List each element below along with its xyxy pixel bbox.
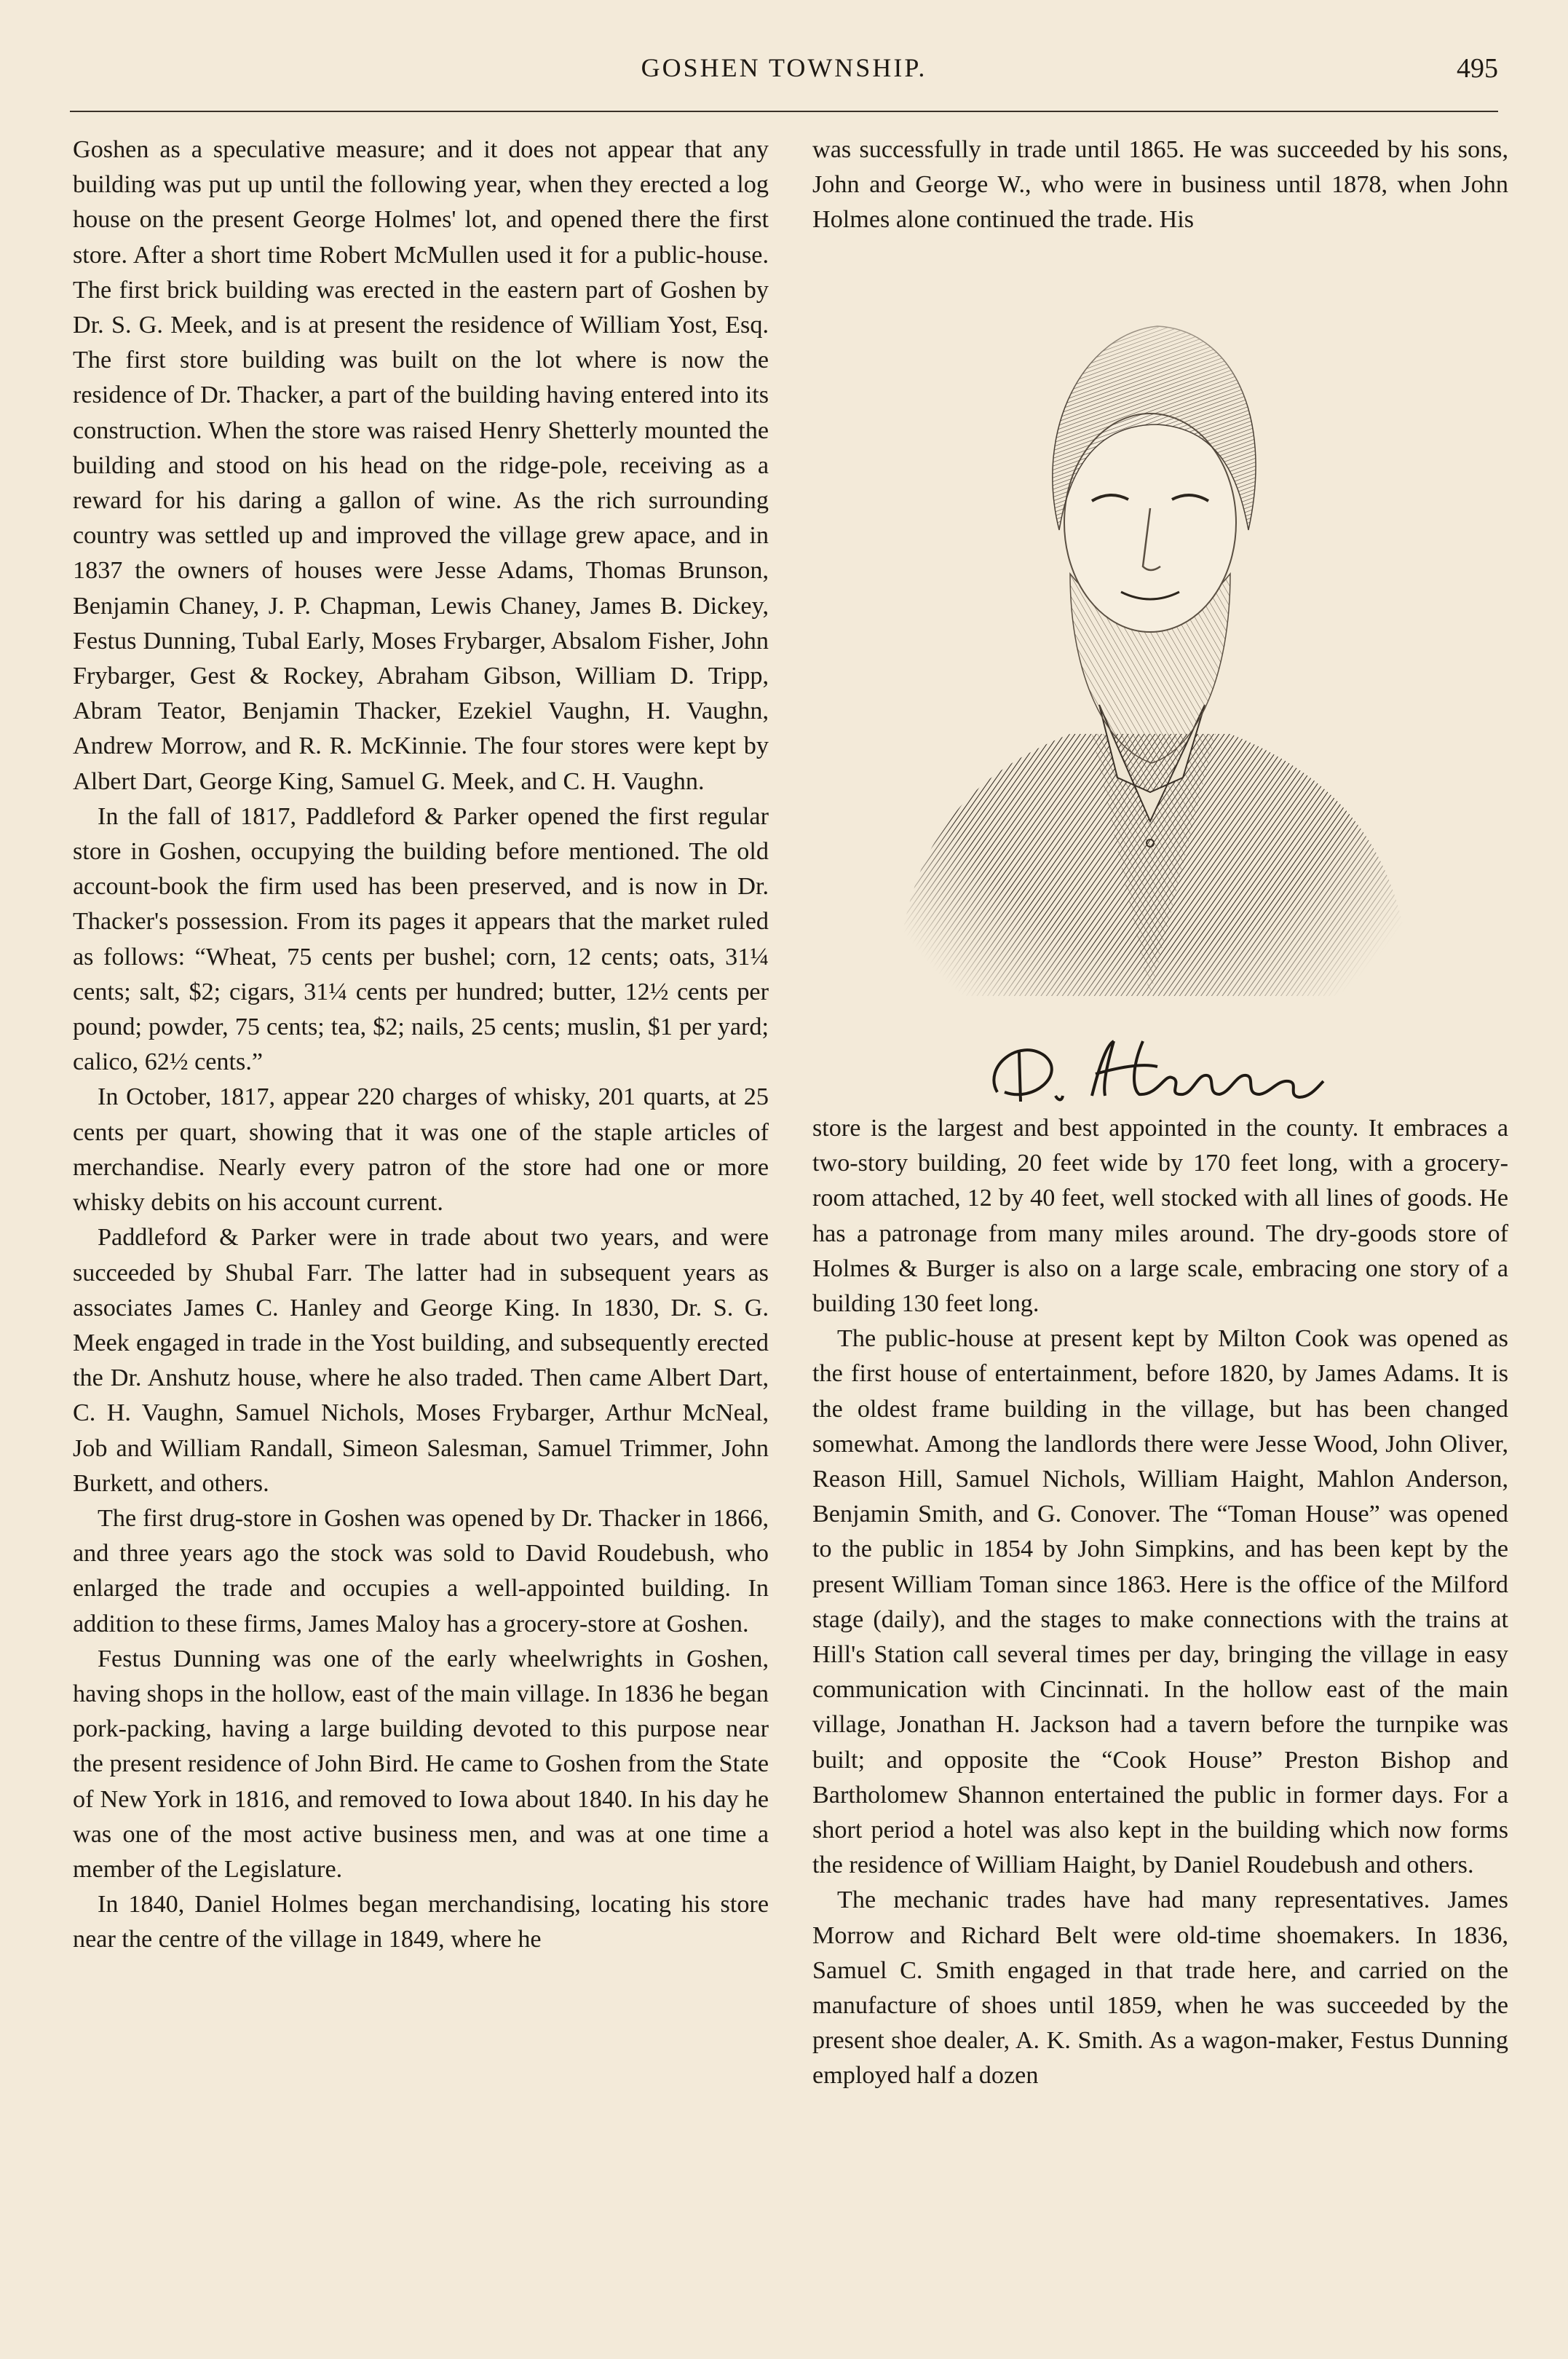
paragraph: store is the largest and best appointed in the county. It embraces a two-story building, 20 feet wide by 170 feet long, with a grocery-room attached, 12 by 40 feet, well stocked with all lines of goods. He has a patronage from many miles around. The dry-goods store of Holmes & Burger is also on a large scale, embracing one story of a building 130 feet long. [812, 1115, 1508, 1318]
paragraph: In the fall of 1817, Paddleford & Parker opened the first regular store in Goshen, occupying the building before mentioned. The old account-book the firm used has been preserved, and is now in Dr. Thacker's possession. From its pages it appears that the market ruled as follows: “Wheat, 75 cents per bushel; corn, 12 cents; oats, 31¼ cents; salt, $2; cigars, 31¼ cents per hundred; butter, 12½ cents per pound; powder, 75 cents; tea, $2; nails, 25 cents; muslin, $1 per yard; calico, 62½ cents.” [73, 802, 769, 1076]
paragraph: was successfully in trade until 1865. He was succeeded by his sons, John and George W., who were in business until 1878, when John Holmes alone continued the trade. His [812, 136, 1508, 234]
portrait-engraving [852, 268, 1449, 996]
right-column [812, 133, 1508, 2090]
page-number: 495 [1457, 53, 1498, 84]
paragraph: In October, 1817, appear 220 charges of whisky, 201 quarts, at 25 cents per quart, showing that it was one of the staple articles of merchandise. Nearly every patron of the store had one or more whisky debits on his account current. [73, 1083, 769, 1217]
page-header [70, 52, 1498, 103]
paragraph: Festus Dunning was one of the early wheelwrights in Goshen, having shops in the hollow, east of the main village. In 1836 he began pork-packing, having a large building devoted to this purpose near the present residence of John Bird. He came to Goshen from the State of New York in 1816, and removed to Iowa about 1840. In his day he was one of the most active business men, and was at one time a member of the Legislature. [73, 1645, 769, 1883]
paragraph: The first drug-store in Goshen was opened by Dr. Thacker in 1866, and three years ago the stock was sold to David Roudebush, who enlarged the trade and occupies a well-appointed building. In addition to these firms, James Maloy has a grocery-store at Goshen. [73, 1504, 769, 1637]
signature-image [975, 1023, 1339, 1118]
paragraph: The mechanic trades have had many representatives. James Morrow and Richard Belt were old-time shoemakers. In 1836, Samuel C. Smith engaged in that trade here, and carried on the manufacture of shoes until 1859, when he was succeeded by the present shoe dealer, A. K. Smith. As a wagon-maker, Festus Dunning employed half a dozen [812, 1886, 1508, 2090]
paragraph: Paddleford & Parker were in trade about two years, and were succeeded by Shubal Farr. The latter had in subsequent years as associates James C. Hanley and George King. In 1830, Dr. S. G. Meek engaged in trade in the Yost building, and subsequently erected the Dr. Anshutz house, where he also traded. Then came Albert Dart, C. H. Vaughn, Samuel Nichols, Moses Frybarger, Arthur McNeal, Job and William Randall, Simeon Salesman, Samuel Trimmer, John Burkett, and others. [73, 1224, 769, 1497]
running-title: GOSHEN TOWNSHIP. [641, 53, 927, 82]
header-rule [70, 111, 1498, 112]
right-column-continued [812, 1111, 1508, 2094]
paragraph: In 1840, Daniel Holmes began merchandising, locating his store near the centre of the village in 1849, where he [73, 1891, 769, 1953]
left-column [73, 133, 769, 1958]
paragraph: Goshen as a speculative measure; and it does not appear that any building was put up until the following year, when they erected a log house on the present George Holmes' lot, and opened there the first store. After a short time Robert McMullen used it for a public-house. The first brick building was erected in the eastern part of Goshen by Dr. S. G. Meek, and is at present the residence of William Yost, Esq. The first store building was built on the lot where is now the residence of Dr. Thacker, a part of the building having entered into its construction. When the store was raised Henry Shetterly mounted the building and stood on his head on the ridge-pole, receiving as a reward for his daring a gallon of wine. As the rich surrounding country was settled up and improved the village grew apace, and in 1837 the owners of houses were Jesse Adams, Thomas Brunson, Benjamin Chaney, J. P. Chapman, Lewis Chaney, James B. Dickey, Festus Dunning, Tubal Early, Moses Frybarger, Absalom Fisher, John Frybarger, Gest & Rockey, Abraham Gibson, William D. Tripp, Abram Teator, Benjamin Thacker, Ezekiel Vaughn, H. Vaughn, Andrew Morrow, and R. R. McKinnie. The four stores were kept by Albert Dart, George King, Samuel G. Meek, and C. H. Vaughn. [73, 136, 769, 795]
paragraph: The public-house at present kept by Milton Cook was opened as the first house of entertainment, before 1820, by James Adams. It is the oldest frame building in the village, but has been changed somewhat. Among the landlords there were Jesse Wood, John Oliver, Reason Hill, Samuel Nichols, William Haight, Mahlon Anderson, Benjamin Smith, and G. Conover. The “Toman House” was opened to the public in 1854 by John Simpkins, and has been kept by the present William Toman since 1863. Here is the office of the Milford stage (daily), and the stages to make connections with the trains at Hill's Station call several times per day, bringing the village in easy communication with Cincinnati. In the hollow east of the main village, Jonathan H. Jackson had a tavern before the turnpike was built; and opposite the “Cook House” Preston Bishop and Bartholomew Shannon entertained the public in former days. For a short period a hotel was also kept in the building which now forms the residence of William Haight, by Daniel Roudebush and others. [812, 1325, 1508, 1879]
